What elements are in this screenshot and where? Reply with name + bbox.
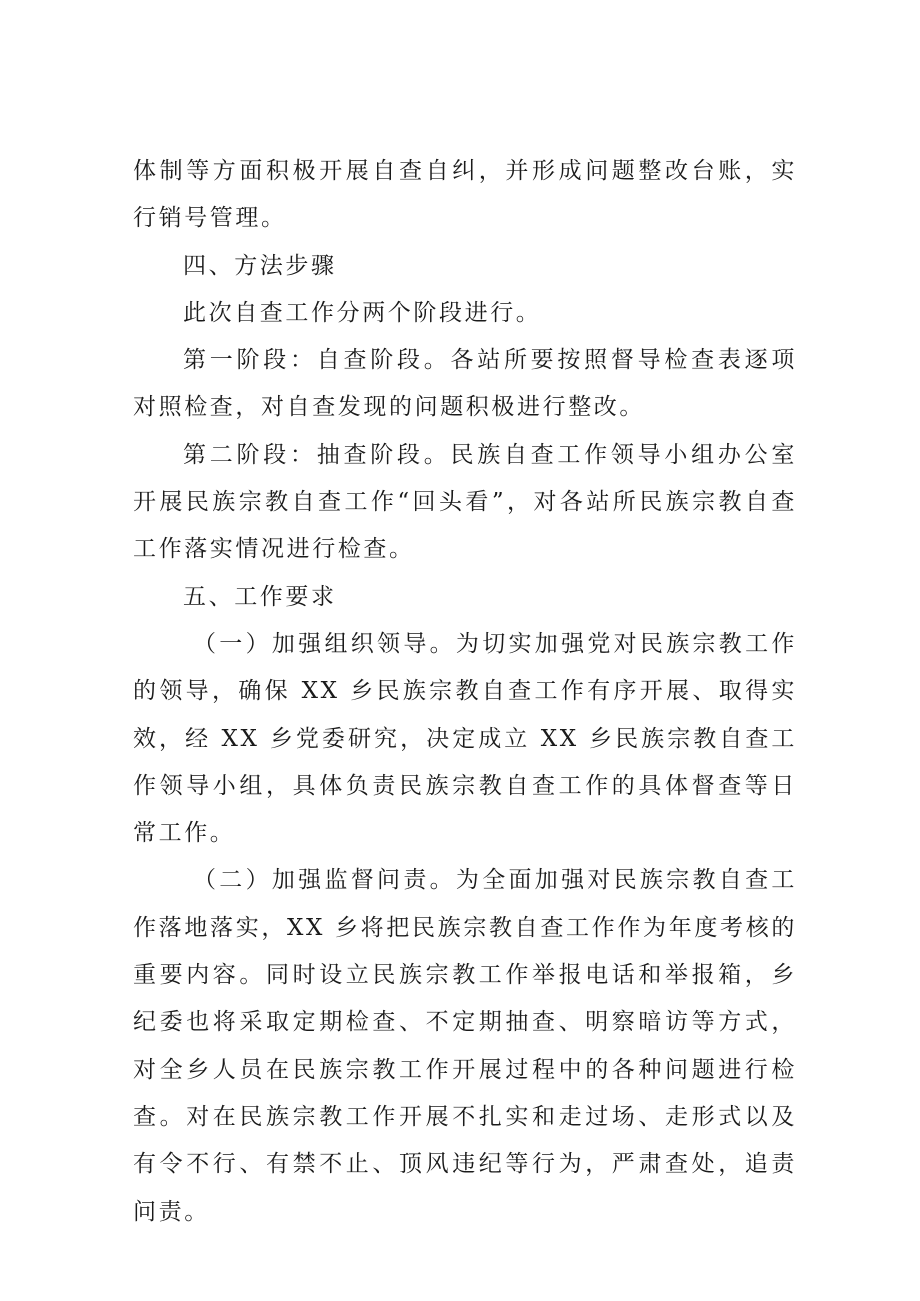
paragraph-requirement-two: （二）加强监督问责。为全面加强对民族宗教自查工作落地落实，XX 乡将把民族宗教自查工作作为年度考核的重要内容。同时设立民族宗教工作举报电话和举报箱，乡纪委也将采取定期检查、不定期抽查、明察暗访等方式，对全乡人员在民族宗教工作开展过程中的各种问题进行检查。对在民族宗教工作开展不扎实和走过场、走形式以及有令不行、有禁不止、顶风违纪等行为，严肃查处，追责问责。 (133, 867, 797, 1225)
paragraph-stage-one: 第一阶段：自查阶段。各站所要按照督导检查表逐项对照检查，对自查发现的问题积极进行整改。 (133, 347, 797, 421)
section-heading-methods: 四、方法步骤 (183, 252, 337, 279)
section-heading-requirements: 五、工作要求 (183, 583, 337, 610)
paragraph-stage-two: 第二阶段：抽查阶段。民族自查工作领导小组办公室开展民族宗教自查工作“回头看”，对各站所民族宗教自查工作落实情况进行检查。 (133, 441, 797, 563)
paragraph-continuation: 体制等方面积极开展自查自纠，并形成问题整改台账，实行销号管理。 (133, 158, 797, 232)
paragraph-requirement-one: （一）加强组织领导。为切实加强党对民族宗教工作的领导，确保 XX 乡民族宗教自查工作有序开展、取得实效，经 XX 乡党委研究，决定成立 XX 乡民族宗教自查工作领导小组，具体负责民族宗教自查工作的具体督查等日常工作。 (133, 630, 797, 847)
document-body (133, 148, 797, 1236)
paragraph-two-stages: 此次自查工作分两个阶段进行。 (183, 299, 542, 326)
